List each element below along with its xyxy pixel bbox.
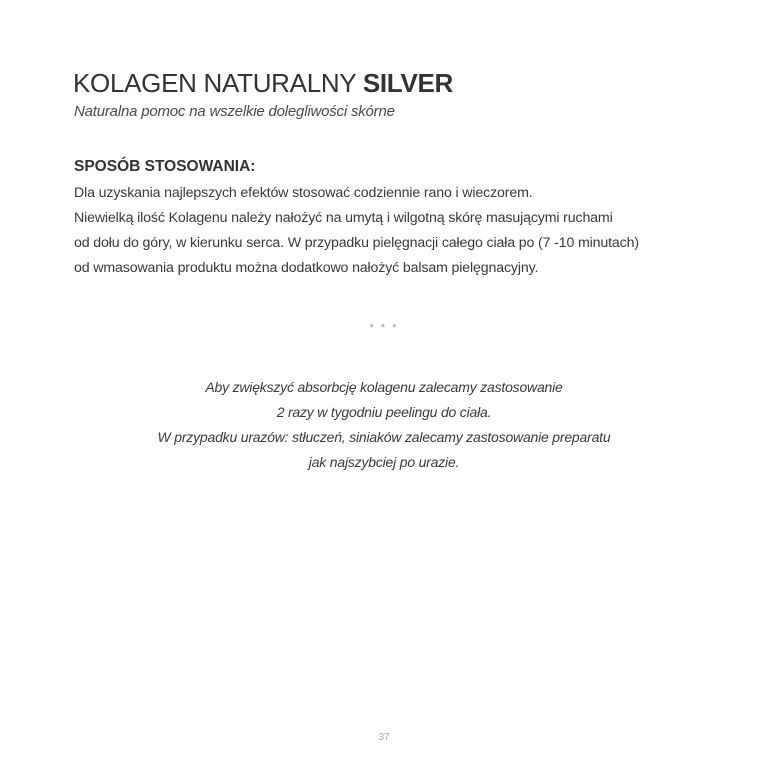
page-title [73,66,453,100]
title-bold: SILVER [362,68,454,98]
note-line: 2 razy w tygodniu peelingu do ciała. [276,404,492,420]
usage-heading: SPOSÓB STOSOWANIA: [74,158,256,175]
recommendation-note [0,375,768,475]
page-number: 37 [378,732,390,743]
usage-line: od dołu do góry, w kierunku serca. W przypadku pielęgnacji całego ciała po (7 -10 minutach) [74,235,639,251]
page-subtitle: Naturalna pomoc na wszelkie dolegliwości skórne [74,103,395,120]
usage-line: Niewielką ilość Kolagenu należy nałożyć na umytą i wilgotną skórę masującymi ruchami [74,210,613,226]
usage-line: Dla uzyskania najlepszych efektów stosować codziennie rano i wieczorem. [74,185,533,201]
usage-line: od wmasowania produktu można dodatkowo nałożyć balsam pielęgnacyjny. [74,260,539,276]
note-line: W przypadku urazów: stłuczeń, siniaków zalecamy zastosowanie preparatu [157,429,611,445]
usage-body [74,181,714,281]
note-line: jak najszybciej po urazie. [308,454,460,470]
note-line: Aby zwiększyć absorbcję kolagenu zalecamy zastosowanie [205,379,563,395]
section-separator: * * * [369,322,399,334]
title-regular: KOLAGEN NATURALNY [73,68,356,98]
